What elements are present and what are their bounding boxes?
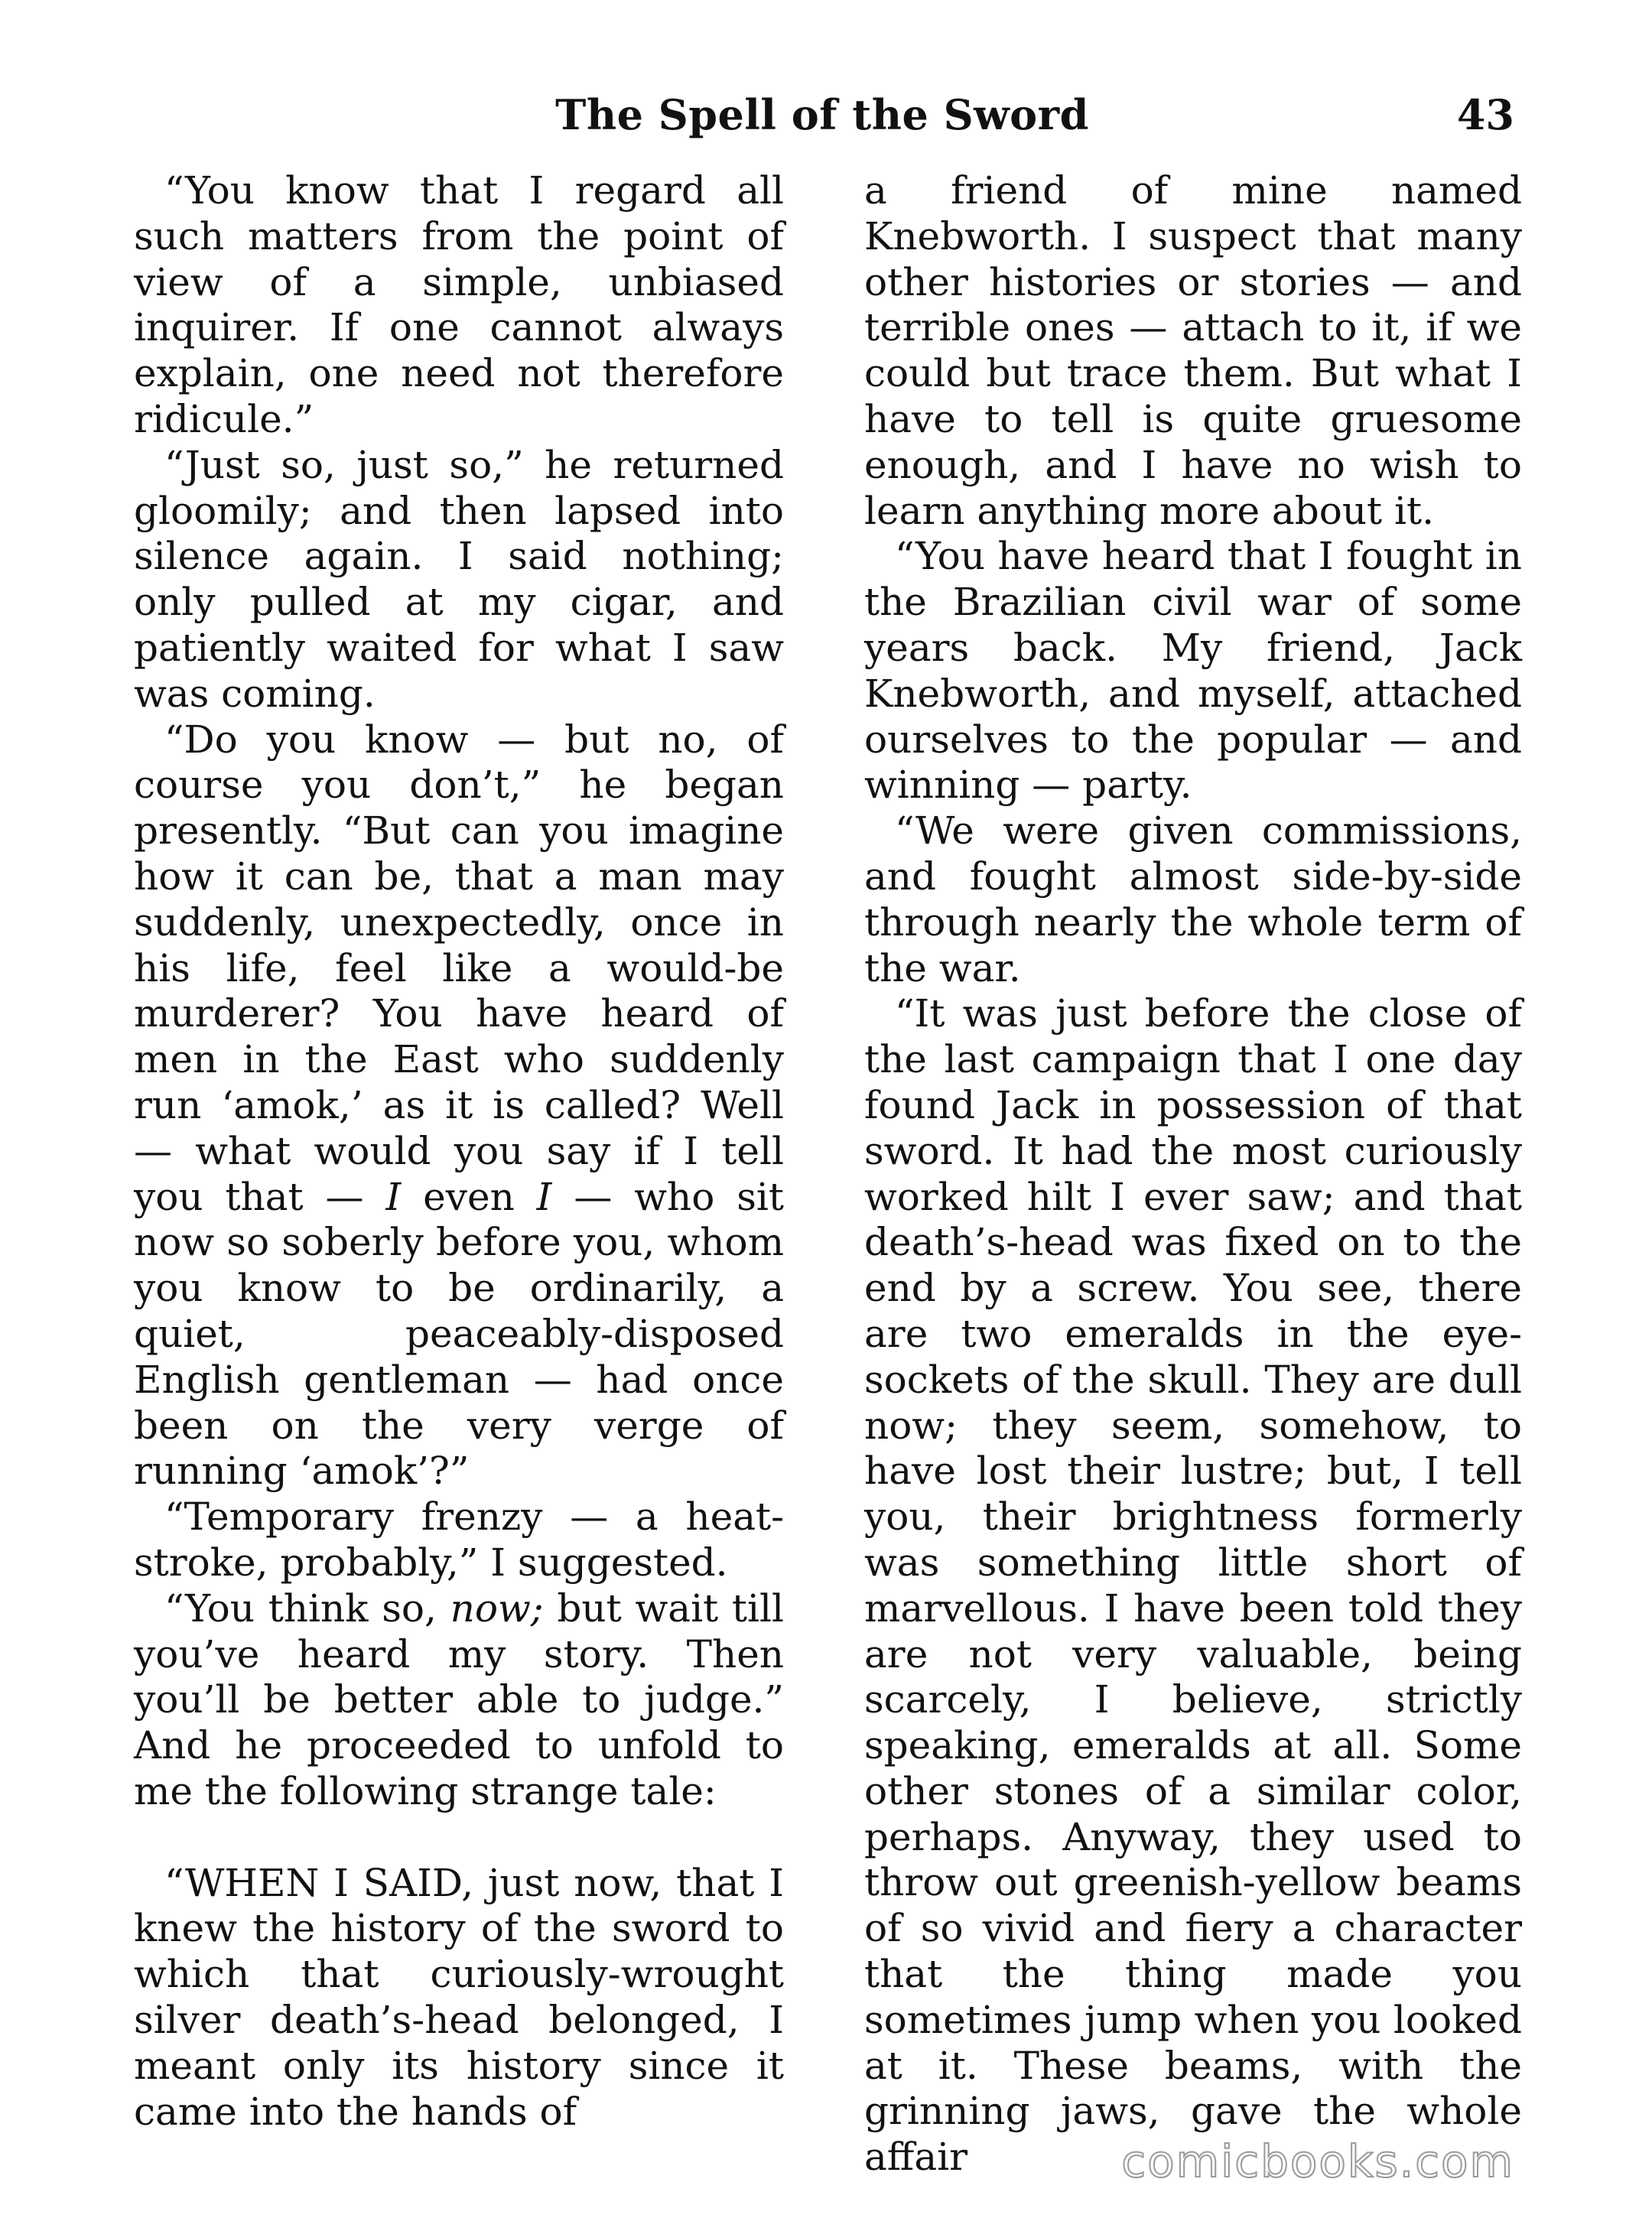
paragraph: “It was just before the close of the last campaign that I one day found Jack in possession of that sword. It had the most curiously worked hilt I ever saw; and that death’s-head was fixed on to the end by a screw. You see, there are two emeralds in the eye-sockets of the skull. They are dull now; they seem, somehow, to have lost their lustre; but, I tell you, their brightness formerly was something little short of marvellous. I have been told they are not very valuable, being scarcely, I believe, strictly speaking, emeralds at all. Some other stones of a similar color, perhaps. Anyway, they used to throw out greenish-yellow beams of so vivid and fiery a character that the thing made you sometimes jump when you looked at it. These beams, with the grinning jaws, gave the whole affair	[864, 991, 1522, 2180]
watermark: comicbooks.com	[1121, 2135, 1514, 2187]
page-header	[130, 84, 1514, 145]
paragraph	[134, 717, 784, 1495]
paragraph: “Just so, just so,” he returned gloomily; and then lapsed into silence again. I said nothing; only pulled at my cigar, and patiently waited for what I saw was coming.	[134, 442, 784, 716]
emphasis-text: I	[536, 1174, 552, 1219]
paragraph-text: “Do you know — but no, of course you don’t,” he began presently. “But can you imagine how it can be, that a man may suddenly, unexpectedly, once in his life, feel like a would-be murderer? You have heard of men in the East who suddenly run ‘amok,’ as it is called? Well — what would you say if I tell you that —	[134, 717, 784, 1219]
paragraph-text: but wait till you’ve heard my story. Then you’ll be better able to judge.” And he proceeded to unfold to me the following strange tale:	[134, 1585, 784, 1813]
paragraph: “We were given commissions, and fought almost side-by-side through nearly the whole term of the war.	[864, 808, 1522, 990]
right-column	[864, 168, 1522, 2181]
paragraph: “You know that I regard all such matters from the point of view of a simple, unbiased inquirer. If one cannot always explain, one need not therefore ridicule.”	[134, 168, 784, 441]
paragraph: “WHEN I SAID, just now, that I knew the history of the sword to which that curiously-wrought silver death’s-head belonged, I meant only its history since it came into the hands of	[134, 1860, 784, 2134]
running-title: The Spell of the Sword	[555, 90, 1089, 139]
emphasis-text: now;	[450, 1585, 544, 1631]
paragraph-text: even	[401, 1174, 537, 1219]
paragraph-text: — who sit now so soberly before you, whom you know to be ordinarily, a quiet, peaceably-disposed English gentleman — had once been on the very verge of running ‘amok’?”	[134, 1174, 784, 1494]
paragraph: “You have heard that I fought in the Brazilian civil war of some years back. My friend, Jack Knebworth, and myself, attached ourselves to the popular — and winning — party.	[864, 534, 1522, 808]
paragraph: a friend of mine named Knebworth. I suspect that many other histories or stories — and terrible ones — attach to it, if we could but trace them. But what I have to tell is quite gruesome enough, and I have no wish to learn anything more about it.	[864, 168, 1522, 533]
paragraph	[134, 1586, 784, 1815]
emphasis-text: I	[385, 1174, 402, 1219]
paragraph: “Temporary frenzy — a heat-stroke, probably,” I suggested.	[134, 1494, 784, 1585]
page-number: 43	[1456, 90, 1514, 139]
left-column	[134, 168, 784, 2135]
paragraph-text: “You think so,	[164, 1585, 450, 1631]
